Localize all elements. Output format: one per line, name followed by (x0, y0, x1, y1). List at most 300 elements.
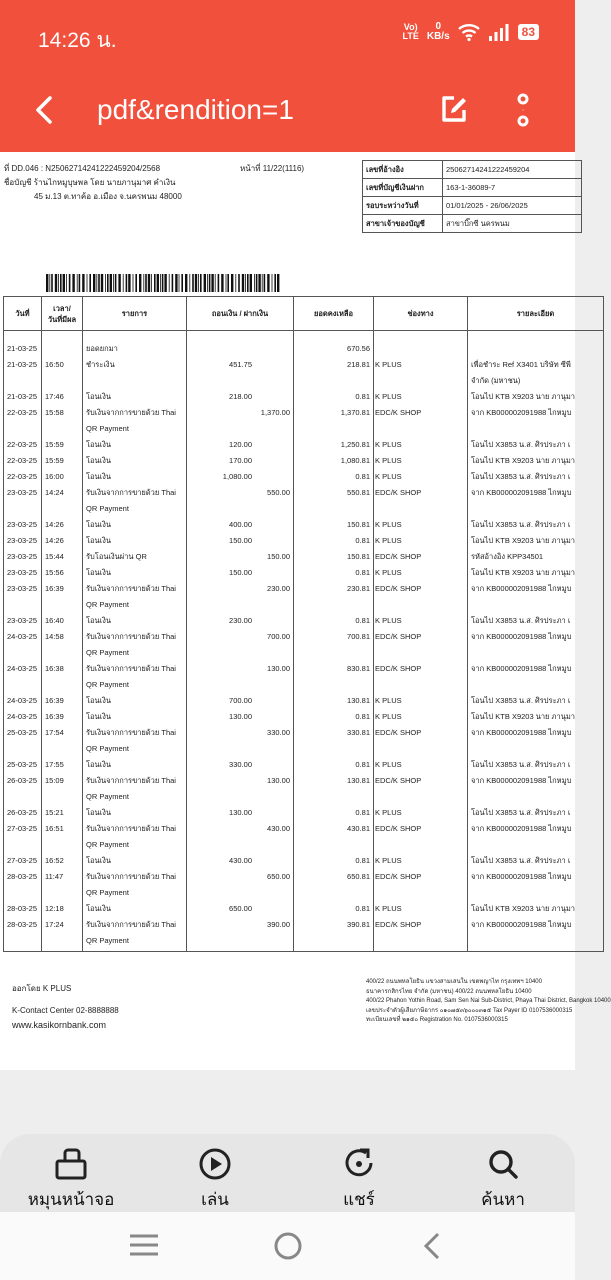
cell-amount (187, 853, 294, 869)
barcode-bar (277, 274, 279, 292)
cell-description: รับเงินจากการขายด้วย Thai QR Payment (83, 773, 187, 805)
cell-date: 25-03-25 (4, 725, 42, 757)
reference-line: ที่ DD.046 : N2506271424122245920​4/2568 (4, 164, 161, 173)
cell-detail: จาก KB000002091988 ไกหมูบ (468, 821, 604, 853)
cell-time (42, 331, 83, 358)
cell-channel: EDC/K SHOP (374, 549, 468, 565)
table-row (4, 613, 604, 629)
table-row (4, 453, 604, 469)
info-key: เลขที่อ้างอิง (363, 161, 443, 179)
barcode-bar (254, 274, 255, 292)
cell-description: โอนเงิน (83, 437, 187, 453)
barcode-bar (101, 274, 103, 292)
barcode-bar (151, 274, 152, 292)
cell-amount (187, 725, 294, 757)
system-back-button[interactable] (418, 1230, 446, 1266)
network-speed: 0 KB/s (426, 21, 450, 42)
withdrawal-amount (190, 869, 252, 885)
cell-balance: 550.81 (294, 485, 374, 517)
cell-channel: K PLUS (374, 389, 468, 405)
cell-time: 16:39 (42, 709, 83, 725)
deposit-amount (252, 853, 290, 869)
barcode-bar (96, 274, 97, 292)
barcode-bar (175, 274, 177, 292)
cell-time: 12:18 (42, 901, 83, 917)
website: www.kasikornbank.com (12, 1020, 107, 1030)
cell-time: 16:50 (42, 357, 83, 389)
status-bar (0, 0, 575, 72)
cell-amount (187, 693, 294, 709)
cell-time: 17:54 (42, 725, 83, 757)
withdrawal-amount: 400.00 (229, 520, 252, 529)
barcode-bar (198, 274, 199, 292)
cell-channel: K PLUS (374, 853, 468, 869)
cell-balance: 230.81 (294, 581, 374, 613)
cell-detail: โอนไป KTB X9203 นาย ภานุมา (468, 565, 604, 581)
barcode-bar (46, 274, 48, 292)
cell-channel: K PLUS (374, 453, 468, 469)
cell-amount (187, 917, 294, 952)
withdrawal-amount (190, 549, 252, 565)
cell-description: โอนเงิน (83, 517, 187, 533)
withdrawal-amount: 150.00 (229, 536, 252, 545)
cell-channel: EDC/K SHOP (374, 581, 468, 613)
table-row (4, 661, 604, 693)
more-vert-icon (510, 92, 536, 128)
barcode-bar (218, 274, 220, 292)
bottom-toolbar (0, 1134, 575, 1214)
cell-amount (187, 331, 294, 358)
table-row (4, 533, 604, 549)
deposit-amount (252, 453, 290, 469)
barcode-bar (93, 274, 95, 292)
cell-time: 15:44 (42, 549, 83, 565)
col-detail: รายละเอียด (468, 297, 604, 331)
share-label: แชร์ (343, 1190, 375, 1210)
withdrawal-amount (190, 661, 252, 677)
cell-channel: K PLUS (374, 901, 468, 917)
cell-channel: EDC/K SHOP (374, 485, 468, 517)
cell-date: 24-03-25 (4, 709, 42, 725)
cell-balance: 130.81 (294, 773, 374, 805)
cell-detail: โอนไป KTB X9203 นาย ภานุมา (468, 533, 604, 549)
statement-header (4, 162, 182, 204)
rotate-screen-icon (54, 1147, 88, 1181)
cell-description: รับเงินจากการขายด้วย Thai QR Payment (83, 629, 187, 661)
system-nav-bar (0, 1212, 575, 1280)
cell-description: รับเงินจากการขายด้วย Thai QR Payment (83, 917, 187, 952)
barcode-bar (209, 274, 211, 292)
cell-amount (187, 757, 294, 773)
rotate-label: หมุนหน้าจอ (27, 1190, 115, 1210)
cell-date: 28-03-25 (4, 869, 42, 901)
cell-date: 23-03-25 (4, 613, 42, 629)
cell-amount (187, 869, 294, 901)
cell-balance: 0.81 (294, 709, 374, 725)
cell-date: 25-03-25 (4, 757, 42, 773)
barcode-bar (139, 274, 141, 292)
barcode-bar (226, 274, 227, 292)
deposit-amount (252, 469, 290, 485)
cell-date: 22-03-25 (4, 405, 42, 437)
cell-detail: โอนไป X3853 น.ส. ศิรประภา เ (468, 805, 604, 821)
cell-description: โอนเงิน (83, 853, 187, 869)
cell-time: 15:59 (42, 437, 83, 453)
cell-time: 16:51 (42, 821, 83, 853)
cell-amount (187, 901, 294, 917)
barcode-bar (89, 274, 91, 292)
back-arrow-icon (28, 90, 64, 130)
more-options-button[interactable] (510, 92, 536, 128)
cell-channel: EDC/K SHOP (374, 821, 468, 853)
barcode-bar (245, 274, 246, 292)
deposit-amount (252, 517, 290, 533)
cell-amount (187, 357, 294, 389)
barcode-bar (49, 274, 50, 292)
cell-balance: 830.81 (294, 661, 374, 693)
cell-amount (187, 565, 294, 581)
cell-channel: K PLUS (374, 357, 468, 389)
cell-detail: รหัสอ้างอิง KPP34501 (468, 549, 604, 565)
cell-time: 16:38 (42, 661, 83, 693)
cell-detail: จาก KB000002091988 ไกหมูบ (468, 725, 604, 757)
cell-detail: โอนไป X3853 น.ส. ศิรประภา เ (468, 437, 604, 453)
cell-time: 15:09 (42, 773, 83, 805)
table-row (4, 757, 604, 773)
cell-detail: จาก KB000002091988 ไกหมูบ (468, 661, 604, 693)
barcode-bar (105, 274, 106, 292)
status-icons (403, 22, 540, 42)
edit-button[interactable] (438, 92, 470, 126)
cell-detail: จาก KB000002091988 ไกหมูบ (468, 917, 604, 952)
table-row (4, 901, 604, 917)
cell-channel: K PLUS (374, 693, 468, 709)
barcode-bar (79, 274, 81, 292)
table-row (4, 773, 604, 805)
search-button[interactable] (448, 1146, 558, 1213)
barcode-bar (258, 274, 260, 292)
cell-time: 16:40 (42, 613, 83, 629)
play-button[interactable] (160, 1146, 270, 1213)
barcode-bar (185, 274, 187, 292)
deposit-amount: 230.00 (267, 584, 290, 593)
deposit-amount (252, 613, 290, 629)
cell-channel: K PLUS (374, 437, 468, 453)
barcode-bar (113, 274, 114, 292)
pdf-page[interactable] (0, 152, 611, 1070)
cell-detail: จาก KB000002091988 ไกหมูบ (468, 773, 604, 805)
barcode-bar (66, 274, 67, 292)
cell-channel: EDC/K SHOP (374, 917, 468, 952)
withdrawal-amount: 700.00 (229, 696, 252, 705)
deposit-amount: 550.00 (267, 488, 290, 497)
barcode-bar (262, 274, 263, 292)
cell-channel: EDC/K SHOP (374, 405, 468, 437)
cell-balance: 0.81 (294, 757, 374, 773)
cell-channel: EDC/K SHOP (374, 629, 468, 661)
cell-description: ยอดยกมา (83, 331, 187, 358)
info-value: 250627142412224​59204 (443, 161, 582, 179)
cell-amount (187, 517, 294, 533)
rotate-button[interactable] (16, 1146, 126, 1213)
barcode-bar (242, 274, 244, 292)
cell-amount (187, 805, 294, 821)
barcode-bar (227, 274, 229, 292)
cell-amount (187, 629, 294, 661)
cell-description: รับเงินจากการขายด้วย Thai QR Payment (83, 661, 187, 693)
barcode-bar (235, 274, 236, 292)
withdrawal-amount (190, 821, 252, 837)
cell-time: 15:59 (42, 453, 83, 469)
table-row (4, 581, 604, 613)
barcode-bar (55, 274, 57, 292)
cell-date: 23-03-25 (4, 581, 42, 613)
cell-time: 16:00 (42, 469, 83, 485)
cell-description: โอนเงิน (83, 901, 187, 917)
info-row (363, 161, 582, 179)
footer-line: เลขประจำตัวผู้เสียภาษีอากร ๐๑๐๗๕๓๖๐๐๐๓๑๕ Tax Payer ID 0107536000315 (366, 1007, 573, 1014)
cell-time: 15:21 (42, 805, 83, 821)
info-key: รอบระหว่างวันที่ (363, 197, 443, 215)
cell-time: 14:26 (42, 517, 83, 533)
cell-date: 23-03-25 (4, 517, 42, 533)
barcode-bar (195, 274, 197, 292)
barcode-bar (164, 274, 166, 292)
home-icon (272, 1230, 304, 1262)
account-info-box (362, 160, 582, 233)
cell-detail: โอนไป X3853 น.ส. ศิรประภา เ (468, 853, 604, 869)
cell-date: 24-03-25 (4, 629, 42, 661)
cell-channel: K PLUS (374, 517, 468, 533)
col-date: วันที่ (4, 297, 42, 331)
barcode-bar (118, 274, 120, 292)
deposit-amount: 130.00 (267, 664, 290, 673)
cell-description: โอนเงิน (83, 613, 187, 629)
cell-amount (187, 613, 294, 629)
cell-amount (187, 469, 294, 485)
play-icon (198, 1147, 232, 1181)
cell-balance: 1,080.81 (294, 453, 374, 469)
barcode-bar (72, 274, 74, 292)
share-button[interactable] (304, 1146, 414, 1213)
back-button[interactable] (28, 90, 64, 130)
contact-center: K-Contact Center 02-8888888 (12, 1006, 119, 1015)
cell-description: รับเงินจากการขายด้วย Thai QR Payment (83, 485, 187, 517)
cell-description: โอนเงิน (83, 469, 187, 485)
withdrawal-amount: 650.00 (229, 904, 252, 913)
document-title: pdf&rendition=1 (97, 94, 294, 125)
cell-balance: 218.81 (294, 357, 374, 389)
cell-detail: จาก KB000002091988 ไกหมูบ (468, 869, 604, 901)
footer-line: ธนาคารกสิกรไทย จำกัด (มหาชน) 400/22 ถนนพหลโยธิน 10400 (366, 988, 532, 995)
cell-time: 15:58 (42, 405, 83, 437)
cell-detail: โอนไป X3853 น.ส. ศิรประภา เ (468, 613, 604, 629)
cell-channel: EDC/K SHOP (374, 661, 468, 693)
play-label: เล่น (201, 1190, 229, 1210)
table-row (4, 917, 604, 952)
cell-detail: โอนไป X3853 น.ส. ศิรประภา เ (468, 693, 604, 709)
withdrawal-amount: 130.00 (229, 808, 252, 817)
info-key: สาขาเจ้าของบัญชี (363, 215, 443, 233)
system-back-icon (418, 1230, 446, 1262)
cell-balance: 0.81 (294, 533, 374, 549)
page-number: หน้าที่ 11/22(1116) (240, 164, 305, 173)
cell-time: 16:39 (42, 693, 83, 709)
cell-balance: 150.81 (294, 549, 374, 565)
deposit-amount (252, 565, 290, 581)
withdrawal-amount: 330.00 (229, 760, 252, 769)
barcode-bar (172, 274, 174, 292)
barcode-bar (110, 274, 112, 292)
barcode-bar (264, 274, 266, 292)
table-header (4, 297, 604, 331)
wifi-icon (458, 23, 480, 41)
cell-balance: 0.81 (294, 469, 374, 485)
cell-detail: โอนไป KTB X9203 นาย ภานุมา (468, 453, 604, 469)
cell-date: 21-03-25 (4, 331, 42, 358)
cell-date: 23-03-25 (4, 549, 42, 565)
cell-amount (187, 389, 294, 405)
col-time: เวลา/ วันที่มีผล (42, 297, 83, 331)
cell-description: โอนเงิน (83, 805, 187, 821)
withdrawal-amount (190, 773, 252, 789)
info-key: เลขที่บัญชีเงินฝาก (363, 179, 443, 197)
cell-description: โอนเงิน (83, 757, 187, 773)
barcode-bar (58, 274, 59, 292)
cell-balance: 430.81 (294, 821, 374, 853)
deposit-amount (252, 437, 290, 453)
withdrawal-amount (190, 405, 252, 421)
cell-balance: 150.81 (294, 517, 374, 533)
search-icon (486, 1147, 520, 1181)
cell-amount (187, 709, 294, 725)
cell-description: รับเงินจากการขายด้วย Thai QR Payment (83, 821, 187, 853)
barcode-bar (272, 274, 273, 292)
cell-detail: จาก KB000002091988 ไกหมูบ (468, 485, 604, 517)
cell-amount (187, 437, 294, 453)
cell-balance: 390.81 (294, 917, 374, 952)
cell-time: 11:47 (42, 869, 83, 901)
barcode-bar (154, 274, 156, 292)
barcode-bar (160, 274, 161, 292)
deposit-amount: 390.00 (267, 920, 290, 929)
barcode-bar (69, 274, 71, 292)
withdrawal-amount: 218.00 (229, 392, 252, 401)
cell-description: โอนเงิน (83, 693, 187, 709)
barcode-bar (250, 274, 252, 292)
cell-balance: 650.81 (294, 869, 374, 901)
withdrawal-amount: 1,080.00 (222, 472, 252, 481)
deposit-amount (252, 709, 290, 725)
withdrawal-amount: 430.00 (229, 856, 252, 865)
withdrawal-amount (190, 917, 252, 933)
cell-balance: 0.81 (294, 613, 374, 629)
info-row (363, 215, 582, 233)
cell-date: 27-03-25 (4, 821, 42, 853)
cell-date: 28-03-25 (4, 917, 42, 952)
cell-date: 21-03-25 (4, 389, 42, 405)
cell-detail: เพื่อชำระ Ref X3401 บริษัท ซีพี จำกัด (มหาชน) (468, 357, 604, 389)
barcode-bar (157, 274, 159, 292)
cell-detail (468, 331, 604, 358)
cell-date: 26-03-25 (4, 805, 42, 821)
deposit-amount: 650.00 (267, 872, 290, 881)
table-row (4, 869, 604, 901)
barcode-bar (143, 274, 144, 292)
cell-time: 17:46 (42, 389, 83, 405)
cell-detail: โอนไป X3853 น.ส. ศิรประภา เ (468, 757, 604, 773)
cell-channel: K PLUS (374, 469, 468, 485)
barcode-bar (192, 274, 194, 292)
cell-time: 16:39 (42, 581, 83, 613)
volte-icon: Vo) LTE (402, 22, 419, 41)
cell-balance: 670.56 (294, 331, 374, 358)
barcode-bar (115, 274, 117, 292)
cell-date: 27-03-25 (4, 853, 42, 869)
cell-balance: 0.81 (294, 805, 374, 821)
table-row (4, 549, 604, 565)
table-row (4, 693, 604, 709)
cell-description: โอนเงิน (83, 565, 187, 581)
info-row (363, 197, 582, 215)
cell-detail: จาก KB000002091988 ไกหมูบ (468, 581, 604, 613)
table-row (4, 331, 604, 358)
recents-button[interactable] (128, 1230, 160, 1264)
barcode-bar (204, 274, 206, 292)
deposit-amount: 700.00 (267, 632, 290, 641)
table-row (4, 805, 604, 821)
deposit-amount (252, 805, 290, 821)
cell-balance: 0.81 (294, 901, 374, 917)
cell-description: โอนเงิน (83, 389, 187, 405)
barcode-bar (145, 274, 147, 292)
cell-amount (187, 485, 294, 517)
cell-date: 23-03-25 (4, 565, 42, 581)
col-description: รายการ (83, 297, 187, 331)
account-name-line: ชื่อบัญชี ร้านไกหมูบุษพล โดย นายภานุมาศ คำเงิน (4, 178, 176, 187)
barcode-bar (162, 274, 164, 292)
barcode-bar (51, 274, 53, 292)
home-button[interactable] (272, 1230, 304, 1266)
deposit-amount: 130.00 (267, 776, 290, 785)
info-row (363, 179, 582, 197)
footer-address (366, 978, 611, 1026)
withdrawal-amount (190, 629, 252, 645)
barcode-bar (221, 274, 223, 292)
cell-description: รับเงินจากการขายด้วย Thai QR Payment (83, 725, 187, 757)
cell-date: 23-03-25 (4, 533, 42, 549)
cell-balance: 1,370.81 (294, 405, 374, 437)
info-value: 01/01/2025 - 26/06/2025 (443, 197, 582, 215)
cell-description: รับโอนเงินผ่าน QR (83, 549, 187, 565)
cell-amount (187, 661, 294, 693)
cell-detail: จาก KB000002091988 ไกหมูบ (468, 405, 604, 437)
deposit-amount (252, 533, 290, 549)
deposit-amount (252, 357, 290, 373)
deposit-amount: 330.00 (267, 728, 290, 737)
table-row (4, 485, 604, 517)
barcode-bar (267, 274, 269, 292)
barcode-bar (207, 274, 208, 292)
barcode-bar (274, 274, 276, 292)
cell-description: รับเงินจากการขายด้วย Thai QR Payment (83, 581, 187, 613)
col-channel: ช่องทาง (374, 297, 468, 331)
barcode-bar (148, 274, 150, 292)
table-row (4, 725, 604, 757)
footer-line: ทะเบียนเลขที่ ๒๑๕๐ Registration No. 0107536000315 (366, 1017, 508, 1023)
cell-time: 14:58 (42, 629, 83, 661)
barcode-bar (179, 274, 180, 292)
